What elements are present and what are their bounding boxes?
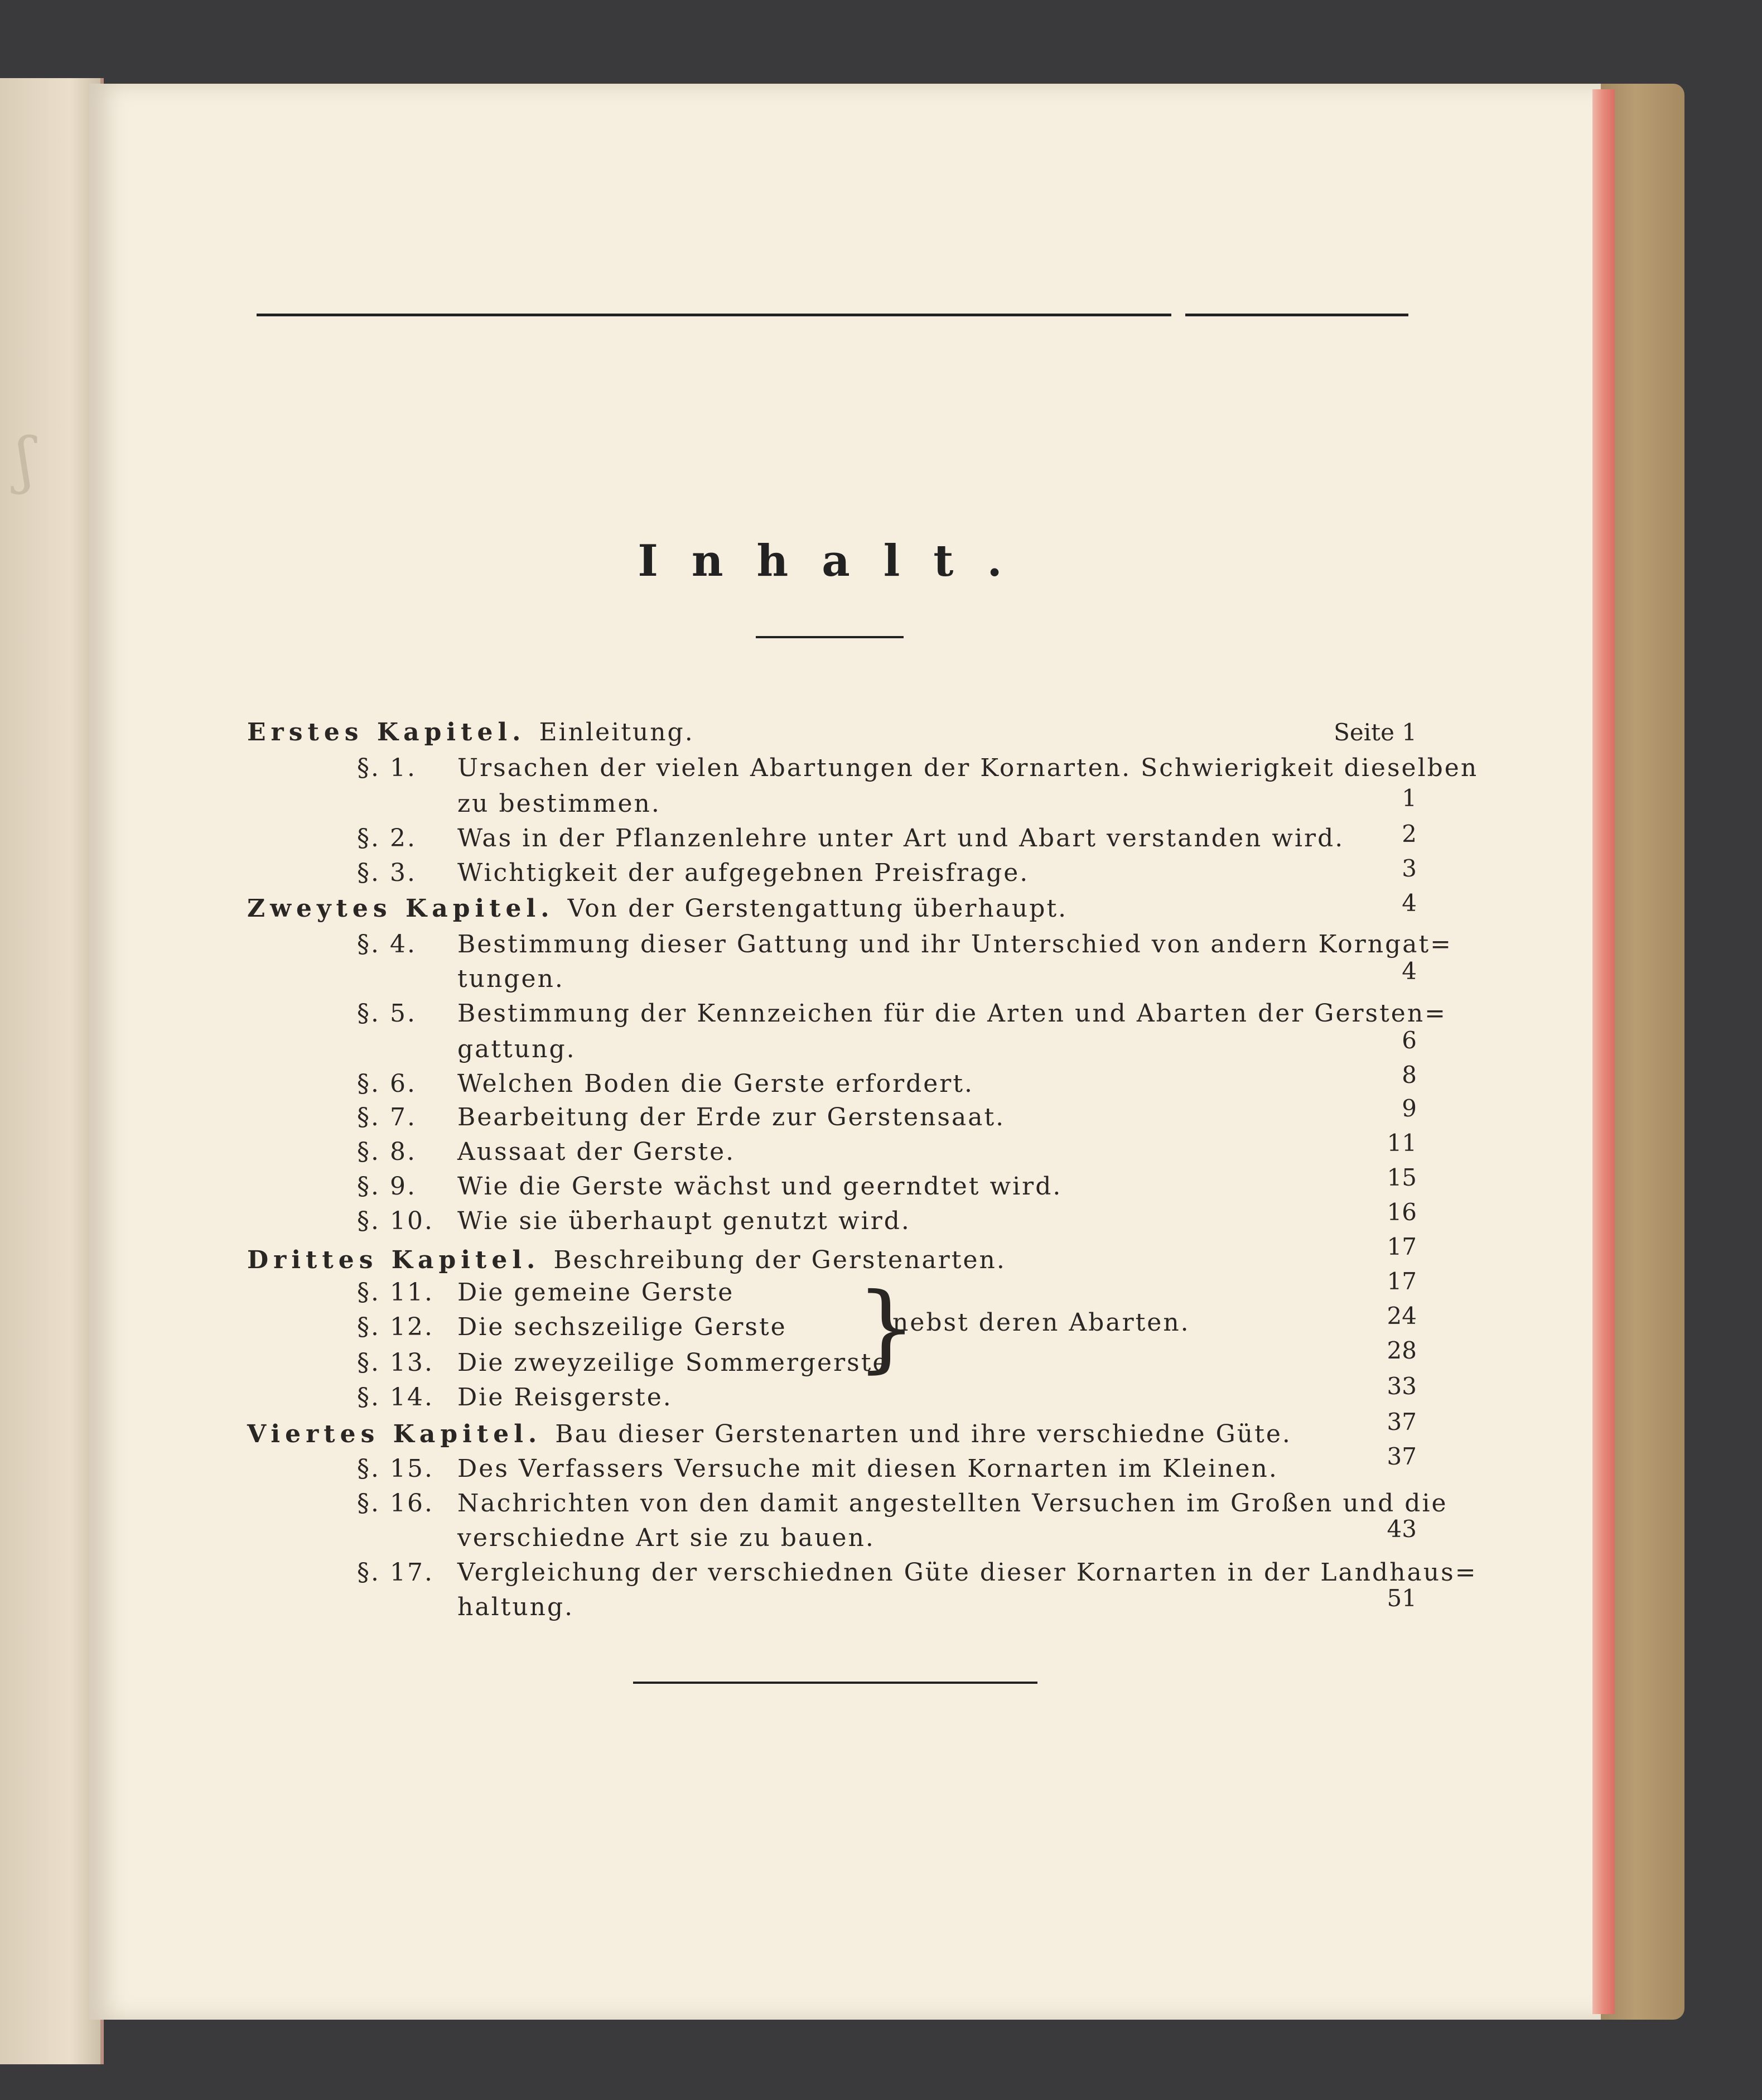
- toc-section: §. 17. Vergleichung der verschiednen Güte dieser Kornarten in der Landhaus=: [357, 1558, 1478, 1587]
- toc-page: 51: [1387, 1584, 1417, 1612]
- toc-page: 28: [1387, 1337, 1417, 1364]
- toc-section: §. 5. Bestimmung der Kennzeichen für die Arten und Abarten der Gersten=: [357, 999, 1447, 1028]
- toc-chapter-4: Viertes Kapitel. Bau dieser Gerstenarten und ihre verschiedne Güte.: [247, 1420, 1292, 1448]
- toc-page: 11: [1387, 1129, 1417, 1157]
- toc-continuation: tungen.: [457, 965, 564, 993]
- toc-continuation: haltung.: [457, 1593, 575, 1621]
- toc-page: 15: [1387, 1164, 1417, 1191]
- toc-page: 6: [1402, 1027, 1417, 1054]
- toc-page: 17: [1387, 1268, 1417, 1295]
- toc-section: §. 12. Die sechszeilige Gerste: [357, 1313, 787, 1341]
- toc-page: 2: [1402, 820, 1417, 847]
- toc-chapter-1: Erstes Kapitel. Einleitung.: [247, 718, 694, 746]
- toc-section: §. 8. Aussaat der Gerste.: [357, 1138, 736, 1166]
- toc-section: §. 11. Die gemeine Gerste: [357, 1278, 735, 1307]
- toc-section: §. 7. Bearbeitung der Erde zur Gerstensaat.: [357, 1103, 1006, 1131]
- toc-page: 16: [1387, 1198, 1417, 1226]
- toc-section: §. 1. Ursachen der vielen Abartungen der Kornarten. Schwierigkeit dieselben: [357, 754, 1479, 782]
- toc-chapter-2: Zweytes Kapitel. Von der Gerstengattung überhaupt.: [247, 894, 1068, 923]
- toc-section: §. 16. Nachrichten von den damit angestellten Versuchen im Großen und die: [357, 1489, 1448, 1518]
- page-title: Inhalt.: [638, 536, 1036, 586]
- toc-continuation: zu bestimmen.: [457, 789, 661, 818]
- toc-section: §. 3. Wichtigkeit der aufgegebnen Preisfrage.: [357, 859, 1030, 887]
- toc-page: 37: [1387, 1408, 1417, 1436]
- toc-page: 24: [1387, 1302, 1417, 1330]
- toc-section: §. 4. Bestimmung dieser Gattung und ihr Unterschied von andern Korngat=: [357, 930, 1453, 959]
- curly-brace: }: [856, 1273, 917, 1383]
- toc-page: 8: [1402, 1061, 1417, 1088]
- toc-section: §. 15. Des Verfassers Versuche mit diesen Kornarten im Kleinen.: [357, 1454, 1278, 1483]
- toc-section: §. 10. Wie sie überhaupt genutzt wird.: [357, 1207, 911, 1235]
- toc-section: §. 6. Welchen Boden die Gerste erfordert.: [357, 1070, 974, 1098]
- toc-page: 3: [1402, 855, 1417, 882]
- toc-page: Seite 1: [1334, 719, 1417, 746]
- toc-chapter-3: Drittes Kapitel. Beschreibung der Gerstenarten.: [247, 1246, 1006, 1274]
- footer-rule: [633, 1682, 1037, 1684]
- bleed-through-mark: ʃ: [17, 424, 33, 495]
- toc-page: 9: [1402, 1095, 1417, 1122]
- toc-continuation: verschiedne Art sie zu bauen.: [457, 1524, 875, 1552]
- toc-page: 17: [1387, 1233, 1417, 1260]
- toc-page: 33: [1387, 1372, 1417, 1400]
- toc-section: §. 14. Die Reisgerste.: [357, 1383, 673, 1412]
- toc-page: 1: [1402, 784, 1417, 812]
- toc-page: 43: [1387, 1515, 1417, 1543]
- toc-page: 4: [1402, 889, 1417, 917]
- toc-continuation: gattung.: [457, 1035, 576, 1063]
- brace-label: nebst deren Abarten.: [892, 1308, 1190, 1337]
- toc-page: 4: [1402, 957, 1417, 985]
- toc-section: §. 13. Die zweyzeilige Sommergerste: [357, 1348, 889, 1377]
- toc-page: 37: [1387, 1443, 1417, 1470]
- toc-section: §. 9. Wie die Gerste wächst und geerndtet wird.: [357, 1172, 1063, 1201]
- toc-section: §. 2. Was in der Pflanzenlehre unter Art und Abart verstanden wird.: [357, 824, 1345, 852]
